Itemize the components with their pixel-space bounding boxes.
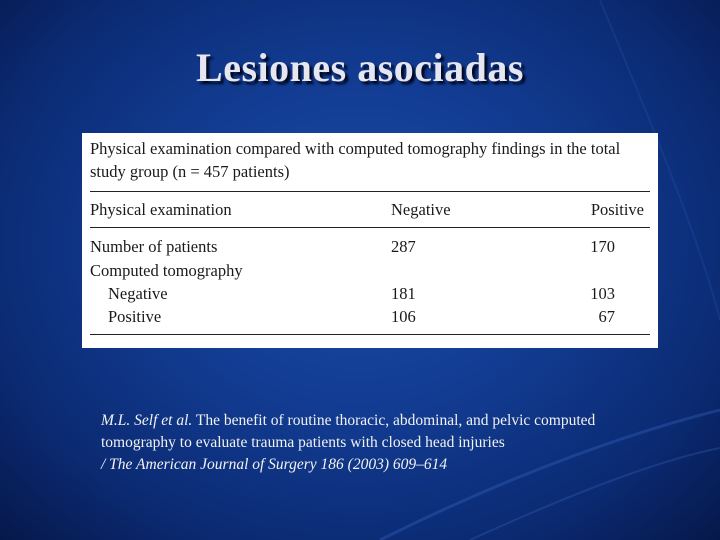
- row-label-computed-tomography: Computed tomography: [90, 261, 243, 280]
- table-rule-top: [90, 191, 650, 192]
- citation-journal: / The American Journal of Surgery 186 (2003) 609–614: [101, 456, 448, 473]
- citation-authors: M.L. Self et al.: [101, 412, 193, 429]
- citation: [101, 410, 671, 476]
- row-label-ct-positive: Positive: [108, 307, 162, 326]
- header-negative: Negative: [391, 200, 451, 219]
- citation-article-title: The benefit of routine thoracic, abdominal, and pelvic computed tomography to evaluate trauma patients with closed head injuries: [101, 412, 596, 451]
- header-physical-examination: Physical examination: [90, 200, 232, 219]
- row-value-positive: 67: [598, 307, 615, 326]
- row-value-negative: 287: [391, 237, 416, 256]
- table-caption: Physical examination compared with computed tomography findings in the total study group (n = 457 patients): [90, 139, 621, 181]
- row-label-ct-negative: Negative: [108, 284, 168, 303]
- table-rule-bottom: [90, 334, 650, 335]
- row-value-negative: 181: [391, 284, 416, 303]
- table-rule-header: [90, 227, 650, 228]
- row-value-negative: 106: [391, 307, 416, 326]
- row-label-number-of-patients: Number of patients: [90, 237, 218, 256]
- row-value-positive: 103: [590, 284, 615, 303]
- findings-table: [82, 133, 658, 348]
- header-positive: Positive: [590, 200, 644, 219]
- row-value-positive: 170: [590, 237, 615, 256]
- slide-title: Lesiones asociadas: [196, 45, 524, 90]
